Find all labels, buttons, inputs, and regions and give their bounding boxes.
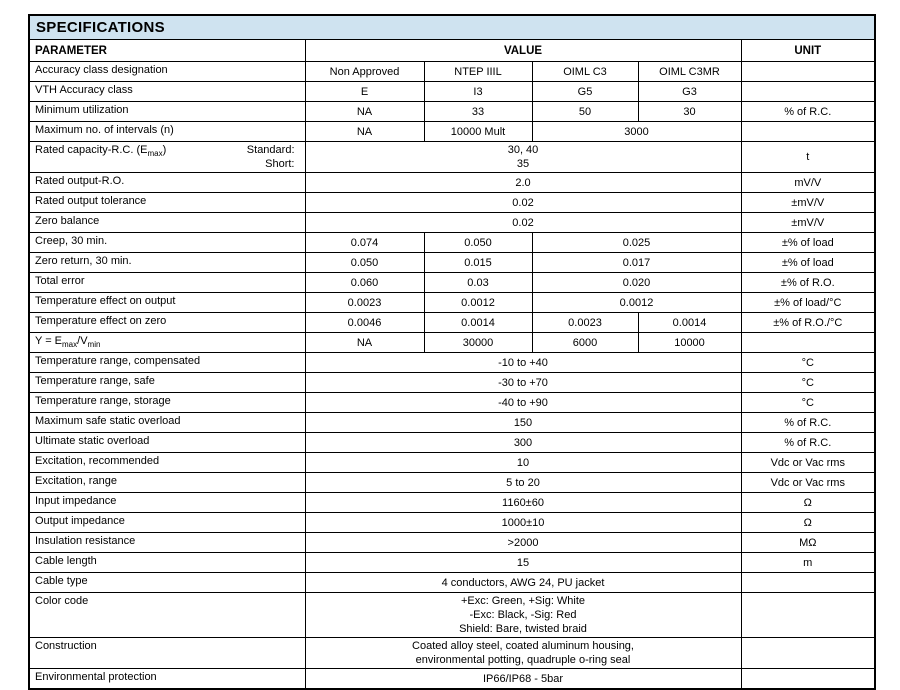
parameter-cell: Temperature range, compensated [29,353,305,373]
parameter-cell: Temperature effect on output [29,293,305,313]
parameter-cell: Temperature effect on zero [29,313,305,333]
value-cell: OIML C3 [532,62,638,82]
value-cell: G5 [532,82,638,102]
table-row [29,122,875,142]
value-cell: NA [305,333,424,353]
unit-cell [741,82,875,102]
parameter-cell: Input impedance [29,493,305,513]
value-cell: 0.074 [305,233,424,253]
parameter-cell: Color code [29,593,305,638]
value-cell: 150 [305,413,741,433]
unit-cell: ±% of R.O./°C [741,313,875,333]
unit-cell: MΩ [741,533,875,553]
table-row [29,393,875,413]
value-cell: 0.050 [424,233,532,253]
unit-cell: Vdc or Vac rms [741,453,875,473]
parameter-cell: Temperature range, storage [29,393,305,413]
unit-cell: % of R.C. [741,433,875,453]
table-row [29,142,875,173]
table-row [29,273,875,293]
parameter-label: $Y = E_{max}/V_{min}$ [35,335,101,350]
unit-cell: °C [741,353,875,373]
value-cell: NA [305,102,424,122]
value-cell: +Exc: Green, +Sig: White -Exc: Black, -Sig: Red Shield: Bare, twisted braid [305,593,741,638]
value-cell: 0.020 [532,273,741,293]
value-cell: NTEP IIIL [424,62,532,82]
unit-cell: °C [741,393,875,413]
value-cell: 0.0014 [638,313,741,333]
value-cell: 0.060 [305,273,424,293]
table-row [29,669,875,690]
value-cell: 0.015 [424,253,532,273]
table-row [29,453,875,473]
parameter-cell: Construction [29,638,305,669]
parameter-cell [29,142,305,173]
parameter-cell: Temperature range, safe [29,373,305,393]
unit-cell [741,62,875,82]
parameter-cell: Environmental protection [29,669,305,690]
parameter-cell: Excitation, range [29,473,305,493]
table-row [29,213,875,233]
value-cell: 0.02 [305,213,741,233]
value-cell: 30000 [424,333,532,353]
value-cell: NA [305,122,424,142]
table-row [29,593,875,638]
parameter-cell: Ultimate static overload [29,433,305,453]
unit-cell: °C [741,373,875,393]
parameter-cell: Excitation, recommended [29,453,305,473]
value-cell: 0.03 [424,273,532,293]
value-cell: Coated alloy steel, coated aluminum housing, environmental potting, quadruple o-ring seal [305,638,741,669]
value-cell: 0.025 [532,233,741,253]
table-row [29,233,875,253]
parameter-cell: Total error [29,273,305,293]
parameter-cell: Rated output-R.O. [29,173,305,193]
parameter-cell [29,333,305,353]
table-row [29,353,875,373]
parameter-sublabels: Standard: Short: [246,144,295,170]
unit-cell: Ω [741,493,875,513]
value-cell: 10000 Mult [424,122,532,142]
parameter-cell: Zero return, 30 min. [29,253,305,273]
value-cell: I3 [424,82,532,102]
parameter-cell: Rated output tolerance [29,193,305,213]
table-row [29,193,875,213]
value-cell: 300 [305,433,741,453]
value-cell: 30, 40 35 [305,142,741,173]
spec-table-body [29,62,875,690]
value-cell: 5 to 20 [305,473,741,493]
value-cell: E [305,82,424,102]
value-cell: 2.0 [305,173,741,193]
table-row [29,638,875,669]
value-cell: 15 [305,553,741,573]
unit-cell [741,593,875,638]
value-cell: 4 conductors, AWG 24, PU jacket [305,573,741,593]
value-cell: IP66/IP68 - 5bar [305,669,741,690]
unit-cell: % of R.C. [741,413,875,433]
value-cell: 10000 [638,333,741,353]
unit-cell: ±% of load [741,253,875,273]
table-row [29,293,875,313]
table-row [29,102,875,122]
unit-cell: mV/V [741,173,875,193]
unit-cell [741,573,875,593]
unit-cell: % of R.C. [741,102,875,122]
value-cell: 0.0012 [532,293,741,313]
table-row [29,62,875,82]
unit-cell: ±% of load [741,233,875,253]
parameter-column-header: PARAMETER [29,40,305,62]
parameter-cell: Maximum safe static overload [29,413,305,433]
table-row [29,253,875,273]
unit-cell [741,638,875,669]
value-cell: 0.0014 [424,313,532,333]
value-cell: -30 to +70 [305,373,741,393]
parameter-cell: Creep, 30 min. [29,233,305,253]
table-row [29,173,875,193]
value-cell: 10 [305,453,741,473]
value-cell: 0.0046 [305,313,424,333]
table-row [29,313,875,333]
parameter-cell: Insulation resistance [29,533,305,553]
value-column-header: VALUE [305,40,741,62]
unit-cell [741,122,875,142]
value-cell: 1000±10 [305,513,741,533]
table-row [29,513,875,533]
table-row [29,413,875,433]
value-cell: 30 [638,102,741,122]
parameter-cell: VTH Accuracy class [29,82,305,102]
parameter-label: Rated capacity-R.C. $(E_{max})$ [35,144,167,159]
value-cell: 6000 [532,333,638,353]
value-cell: 50 [532,102,638,122]
unit-cell: Ω [741,513,875,533]
value-cell: -10 to +40 [305,353,741,373]
value-cell: 1160±60 [305,493,741,513]
table-row [29,553,875,573]
value-cell: -40 to +90 [305,393,741,413]
value-cell: 3000 [532,122,741,142]
table-row [29,373,875,393]
unit-column-header: UNIT [741,40,875,62]
table-title-row [29,15,875,40]
unit-cell: m [741,553,875,573]
unit-cell: ±mV/V [741,213,875,233]
table-row [29,533,875,553]
table-title: SPECIFICATIONS [29,15,875,40]
parameter-cell: Maximum no. of intervals (n) [29,122,305,142]
value-cell: 0.0023 [532,313,638,333]
table-row [29,82,875,102]
parameter-cell: Zero balance [29,213,305,233]
value-cell: 0.017 [532,253,741,273]
table-row [29,473,875,493]
value-cell: OIML C3MR [638,62,741,82]
parameter-cell: Output impedance [29,513,305,533]
table-row [29,573,875,593]
table-row [29,333,875,353]
table-header-row [29,40,875,62]
unit-cell: ±% of load/°C [741,293,875,313]
unit-cell: t [741,142,875,173]
unit-cell: ±mV/V [741,193,875,213]
specifications-table [28,14,876,690]
value-cell: 0.050 [305,253,424,273]
parameter-cell: Accuracy class designation [29,62,305,82]
value-cell: 0.0012 [424,293,532,313]
parameter-cell: Cable type [29,573,305,593]
unit-cell: ±% of R.O. [741,273,875,293]
parameter-cell: Minimum utilization [29,102,305,122]
table-row [29,433,875,453]
table-row [29,493,875,513]
value-cell: >2000 [305,533,741,553]
value-cell: Non Approved [305,62,424,82]
unit-cell: Vdc or Vac rms [741,473,875,493]
value-cell: 0.0023 [305,293,424,313]
value-cell: G3 [638,82,741,102]
value-cell: 0.02 [305,193,741,213]
unit-cell [741,669,875,690]
parameter-cell: Cable length [29,553,305,573]
value-cell: 33 [424,102,532,122]
unit-cell [741,333,875,353]
